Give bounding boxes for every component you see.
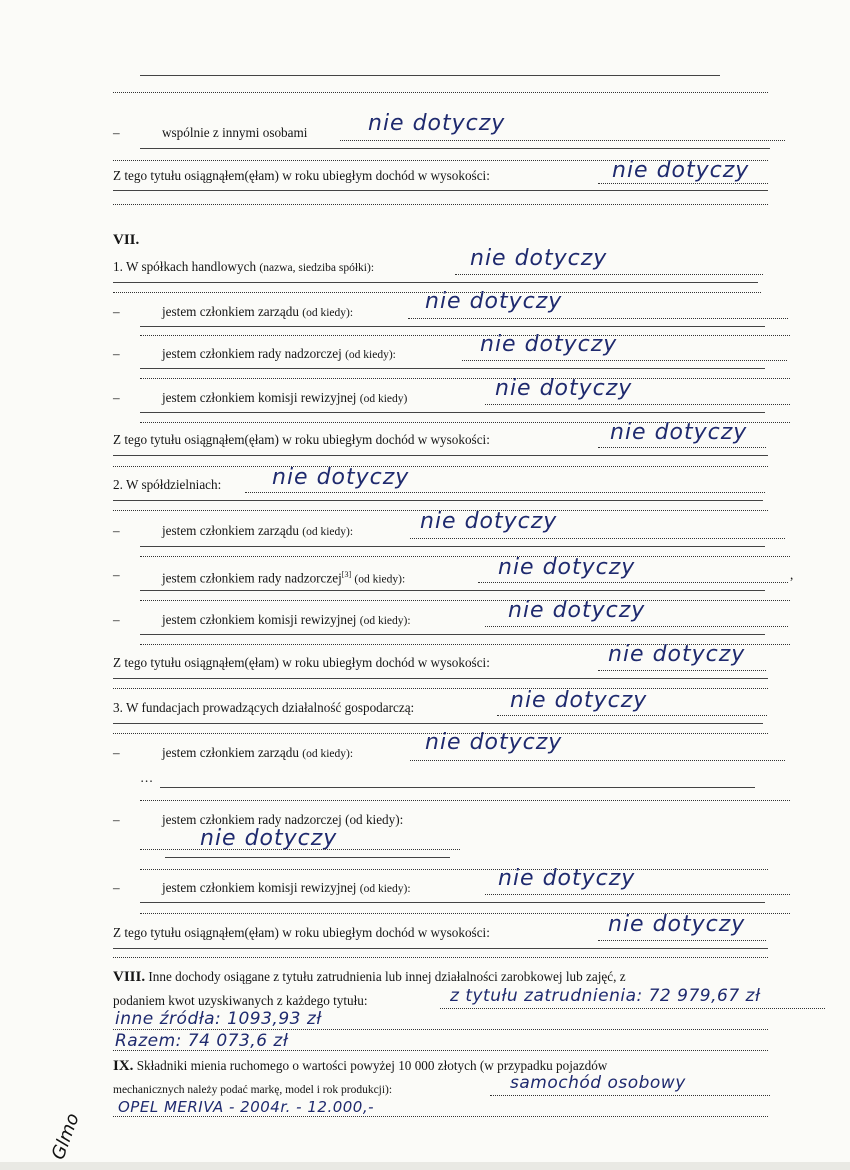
page-bottom-edge (0, 1162, 850, 1170)
rule (165, 857, 450, 858)
section-viii (113, 969, 626, 985)
dotted-line (140, 600, 790, 601)
dash: – (113, 346, 120, 361)
dotted-line (140, 378, 790, 379)
dash: – (113, 125, 120, 140)
dotted-line (113, 204, 768, 205)
zarzad-text: jestem członkiem zarządu (162, 523, 299, 538)
dotted-line (497, 715, 767, 716)
handwritten-nie-dotyczy: nie dotyczy (608, 642, 746, 667)
dotted-line (140, 800, 790, 801)
handwritten-opel: OPEL MERIVA - 2004r. - 12.000,- (118, 1098, 375, 1116)
od-kiedy-note: (od kiedy): (302, 748, 354, 760)
handwritten-zatrudnienie: z tytułu zatrudnienia: 72 979,67 zł (450, 986, 761, 1006)
handwritten-nie-dotyczy: nie dotyczy (610, 420, 748, 445)
rule (140, 368, 765, 369)
handwritten-signature: Glmo (47, 1110, 84, 1163)
dash: – (113, 523, 120, 538)
section-viii-text2: podaniem kwot uzyskiwanych z każdego tytułu: (113, 993, 368, 1008)
dash: – (113, 567, 120, 582)
dotted-line (340, 140, 785, 141)
label-zarzad (162, 523, 353, 540)
label-rada-footnote (162, 567, 405, 587)
rada-text: jestem członkiem rady nadzorczej (162, 570, 342, 586)
label-zarzad (162, 745, 353, 762)
dotted-line (408, 318, 788, 319)
handwritten-nie-dotyczy: nie dotyczy (425, 730, 563, 755)
handwritten-nie-dotyczy: nie dotyczy (608, 912, 746, 937)
dotted-line (478, 582, 788, 583)
ellipsis: … (140, 770, 154, 785)
handwritten-nie-dotyczy: nie dotyczy (498, 866, 636, 891)
dash: – (113, 304, 120, 319)
dotted-line (113, 1029, 768, 1030)
rule (113, 723, 763, 724)
label-q2: 2. W spółdzielniach: (113, 477, 222, 492)
rule (140, 902, 765, 903)
od-kiedy-note: (od kiedy): (302, 307, 354, 319)
dash: – (113, 745, 120, 760)
rule (113, 948, 768, 949)
section-viii-heading: VIII. (113, 969, 146, 985)
rule (140, 148, 770, 149)
handwritten-nie-dotyczy: nie dotyczy (612, 158, 750, 183)
handwritten-razem: Razem: 74 073,6 zł (115, 1031, 289, 1051)
dotted-line (490, 1095, 770, 1096)
dotted-line (410, 538, 785, 539)
komisja-text: jestem członkiem komisji rewizyjnej (162, 390, 357, 405)
od-kiedy-note: (od kiedy): (359, 883, 411, 895)
od-kiedy-note: (od kiedy) (359, 393, 408, 405)
handwritten-nie-dotyczy: nie dotyczy (470, 246, 608, 271)
section-vii-heading: VII. (113, 232, 140, 248)
handwritten-nie-dotyczy: nie dotyczy (272, 465, 410, 490)
dotted-line (113, 957, 768, 958)
zarzad-text: jestem członkiem zarządu (162, 304, 299, 319)
label-income: Z tego tytułu osiągnąłem(ęłam) w roku ubiegłym dochód w wysokości: (113, 432, 490, 447)
dash: – (113, 880, 120, 895)
q1-note: (nazwa, siedziba spółki): (259, 262, 375, 274)
handwritten-nie-dotyczy: nie dotyczy (200, 826, 338, 851)
zarzad-text: jestem członkiem zarządu (162, 745, 299, 760)
dotted-line (113, 466, 768, 467)
section-ix (113, 1058, 607, 1074)
handwritten-nie-dotyczy: nie dotyczy (425, 289, 563, 314)
label-q3: 3. W fundacjach prowadzących działalność gospodarczą: (113, 700, 415, 715)
od-kiedy-note: (od kiedy): (354, 573, 406, 586)
rule (140, 634, 765, 635)
rule (140, 590, 765, 591)
section-viii-text: Inne dochody osiągane z tytułu zatrudnienia lub innej działalności zarobkowej lub zajęć, z (148, 969, 626, 984)
label-wspolnie: wspólnie z innymi osobami (162, 125, 308, 140)
dotted-line (455, 274, 763, 275)
dash: – (113, 612, 120, 627)
rule (113, 500, 763, 501)
handwritten-samochod: samochód osobowy (510, 1073, 686, 1093)
dotted-line (140, 335, 790, 336)
label-zarzad (162, 304, 353, 321)
dash: – (113, 812, 120, 827)
dotted-line (245, 492, 765, 493)
rule (160, 787, 755, 788)
label-income: Z tego tytułu osiągnąłem(ęłam) w roku ubiegłym dochód w wysokości: (113, 925, 490, 940)
dotted-line (113, 1050, 768, 1051)
label-q1 (113, 259, 374, 276)
rule (113, 190, 768, 191)
dotted-line (485, 626, 788, 627)
rule (140, 546, 765, 547)
rule (113, 455, 768, 456)
rule (113, 282, 758, 283)
dotted-line (113, 92, 768, 93)
rada-text: jestem członkiem rady nadzorczej (162, 346, 342, 361)
rule (140, 326, 765, 327)
dotted-line (598, 670, 766, 671)
dotted-line (140, 556, 790, 557)
label-komisja (162, 880, 411, 897)
komisja-text: jestem członkiem komisji rewizyjnej (162, 880, 357, 895)
handwritten-nie-dotyczy: nie dotyczy (498, 555, 636, 580)
dotted-line (410, 760, 785, 761)
dotted-line (140, 869, 768, 870)
trailing-comma: , (790, 567, 794, 582)
od-kiedy-note: (od kiedy): (302, 526, 354, 538)
od-kiedy-note: (od kiedy): (345, 349, 396, 361)
dotted-line (598, 447, 766, 448)
komisja-text: jestem członkiem komisji rewizyjnej (162, 612, 357, 627)
dotted-line (113, 1116, 768, 1117)
handwritten-nie-dotyczy: nie dotyczy (510, 688, 648, 713)
top-rule (140, 75, 720, 76)
footnote-3: [3] (341, 570, 352, 579)
handwritten-nie-dotyczy: nie dotyczy (420, 509, 558, 534)
label-rada: jestem członkiem rady nadzorczej (od kiedy): (162, 812, 404, 827)
dotted-line (598, 183, 768, 184)
dotted-line (440, 1008, 825, 1009)
rule (140, 412, 765, 413)
dotted-line (598, 940, 766, 941)
handwritten-nie-dotyczy: nie dotyczy (480, 332, 618, 357)
section-ix-heading: IX. (113, 1058, 134, 1074)
dotted-line (113, 688, 768, 689)
label-income: Z tego tytułu osiągnąłem(ęłam) w roku ubiegłym dochód w wysokości: (113, 655, 490, 670)
rule (113, 678, 768, 679)
dotted-line (140, 849, 460, 850)
handwritten-nie-dotyczy: nie dotyczy (495, 376, 633, 401)
handwritten-nie-dotyczy: nie dotyczy (508, 598, 646, 623)
label-rada (162, 346, 396, 363)
od-kiedy-note: (od kiedy): (359, 615, 411, 627)
label-income: Z tego tytułu osiągnąłem(ęłam) w roku ubiegłym dochód w wysokości: (113, 168, 490, 183)
handwritten-inne-zrodla: inne źródła: 1093,93 zł (115, 1009, 322, 1029)
dotted-line (485, 404, 790, 405)
label-komisja (162, 612, 411, 629)
handwritten-nie-dotyczy: nie dotyczy (368, 111, 506, 136)
dotted-line (485, 894, 790, 895)
label-komisja (162, 390, 407, 407)
section-ix-text2: mechanicznych należy podać markę, model i rok produkcji): (113, 1084, 393, 1096)
section-ix-text: Składniki mienia ruchomego o wartości powyżej 10 000 złotych (w przypadku pojazdów (136, 1058, 608, 1073)
dash: – (113, 390, 120, 405)
dotted-line (462, 360, 787, 361)
q1-text: 1. W spółkach handlowych (113, 259, 257, 274)
